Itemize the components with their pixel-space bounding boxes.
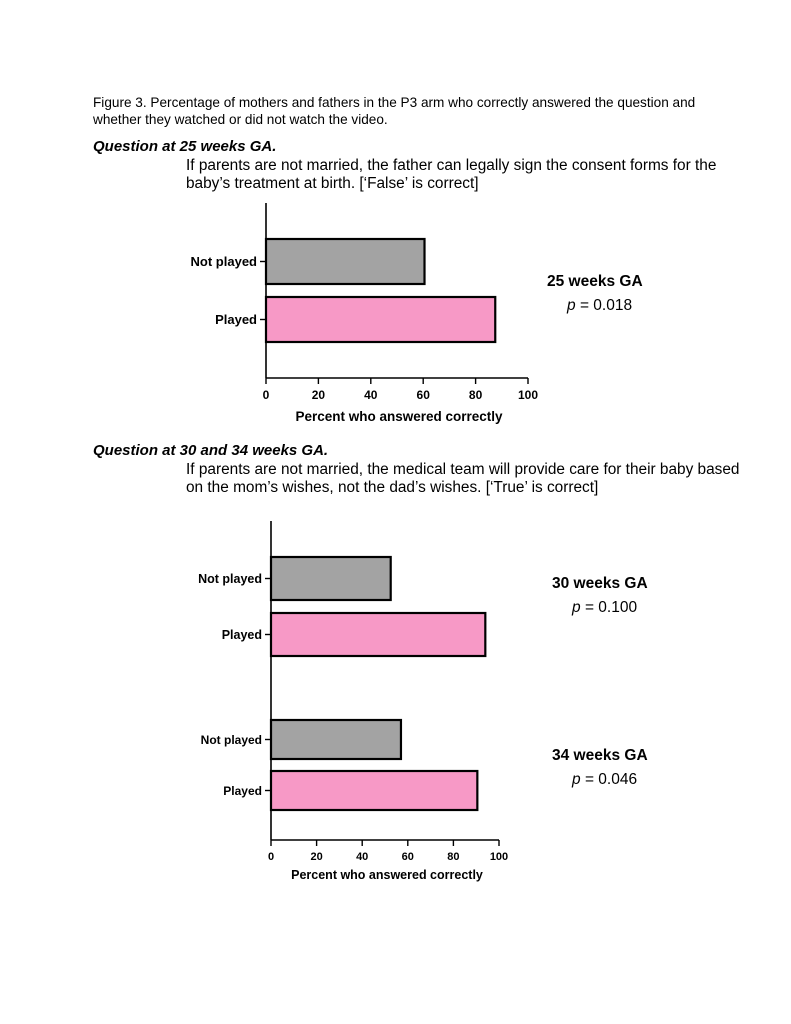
p-value-text: = 0.018: [579, 297, 633, 314]
x-tick-label: 60: [416, 388, 430, 402]
p-value: [567, 297, 643, 315]
x-tick-label: 100: [517, 388, 539, 402]
category-label: Not played: [198, 572, 262, 586]
group-label: 30 weeks GA: [552, 575, 648, 592]
question2-text: If parents are not married, the medical team will provide care for their baby based on the mom’s wishes, not the dad’s wishes. [‘True’ is correct]: [186, 461, 740, 496]
x-tick-label: 20: [311, 388, 326, 402]
p-symbol: p: [567, 297, 576, 314]
category-label: Not played: [190, 254, 257, 269]
x-tick-label: 20: [310, 851, 323, 863]
figure-caption: Figure 3. Percentage of mothers and fathers in the P3 arm who correctly answered the question and whether they watched or did not watch the video.: [93, 95, 696, 127]
x-tick-label: 80: [468, 388, 483, 402]
stat-34-weeks: [552, 747, 648, 789]
category-label: Played: [221, 628, 262, 642]
question1-heading: Question at 25 weeks GA.: [93, 138, 277, 155]
p-symbol: p: [572, 771, 581, 788]
bar-played: [271, 613, 485, 656]
bar-played: [271, 771, 477, 810]
bar-not-played: [271, 557, 391, 600]
x-tick-label: 100: [489, 851, 509, 863]
p-value-text: = 0.046: [584, 771, 638, 788]
p-value: [572, 599, 648, 617]
x-tick-label: 0: [267, 851, 275, 863]
group-label: 34 weeks GA: [552, 747, 648, 764]
chart-30-weeks: [198, 521, 485, 690]
p-value: [572, 771, 648, 789]
x-tick-label: 80: [447, 851, 460, 863]
chart-34-weeks: [201, 690, 509, 882]
group-label: 25 weeks GA: [547, 273, 643, 290]
x-axis-label: Percent who answered correctly: [295, 409, 503, 424]
stat-30-weeks: [552, 575, 648, 617]
category-label: Not played: [200, 733, 262, 747]
stat-25-weeks: [547, 273, 643, 315]
category-label: Played: [223, 784, 262, 798]
p-symbol: p: [572, 599, 581, 616]
p-value-text: = 0.100: [584, 599, 638, 616]
x-tick-label: 60: [401, 851, 414, 863]
bar-not-played: [271, 720, 401, 759]
x-tick-label: 0: [262, 388, 270, 402]
question1-text: If parents are not married, the father can legally sign the consent forms for the baby’s treatment at birth. [‘False’ is correct]: [186, 157, 717, 192]
bar-not-played: [266, 239, 425, 284]
x-tick-label: 40: [364, 388, 378, 402]
chart-25-weeks: [191, 203, 539, 424]
category-label: Played: [215, 312, 257, 327]
x-tick-label: 40: [356, 851, 369, 863]
x-axis-label: Percent who answered correctly: [291, 868, 483, 882]
question2-heading: Question at 30 and 34 weeks GA.: [93, 442, 329, 459]
bar-played: [266, 297, 495, 342]
